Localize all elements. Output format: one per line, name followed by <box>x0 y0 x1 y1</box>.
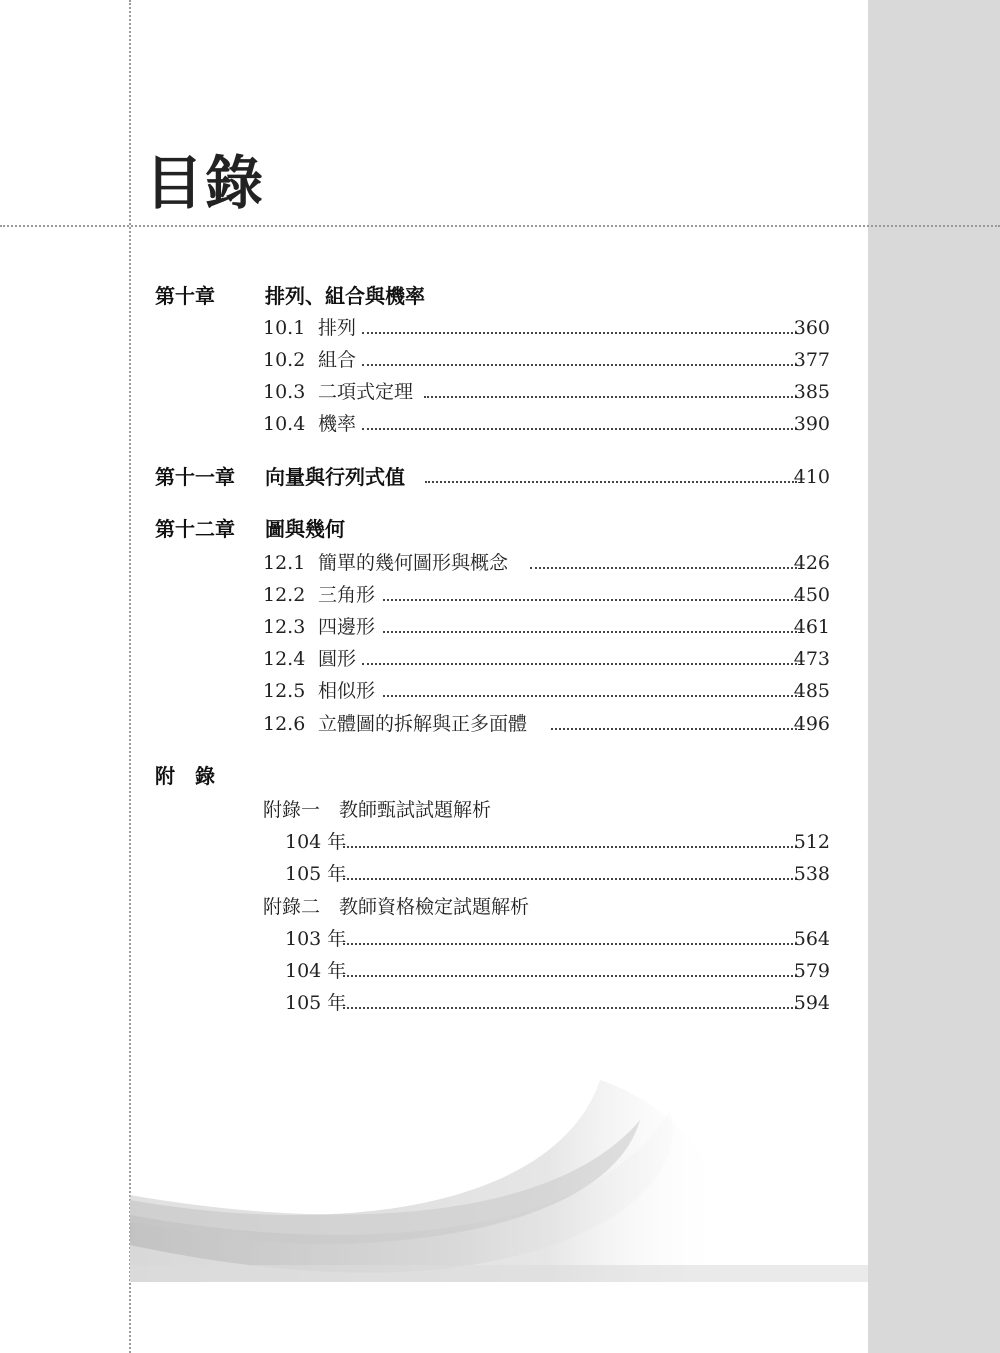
chapter-row[interactable] <box>0 281 1000 311</box>
section-title: 簡單的幾何圖形與概念 <box>318 552 509 574</box>
exam-year: 105 年 <box>285 863 347 885</box>
section-number: 10.1 <box>263 317 306 339</box>
section-title: 二項式定理 <box>318 381 414 403</box>
toc-entry[interactable] <box>0 644 1000 674</box>
chapter-row[interactable] <box>0 462 1000 492</box>
page-number: 496 <box>793 713 830 735</box>
dot-leader <box>551 728 797 730</box>
toc-entry[interactable] <box>0 676 1000 706</box>
dot-leader <box>362 663 797 665</box>
toc-entry[interactable] <box>0 377 1000 407</box>
section-title: 相似形 <box>318 680 376 702</box>
toc-entry[interactable] <box>0 924 1000 954</box>
section-title: 機率 <box>318 413 357 435</box>
section-number: 12.2 <box>263 584 306 606</box>
page-number: 360 <box>793 317 830 339</box>
dot-leader <box>530 567 797 569</box>
toc-entry[interactable] <box>0 409 1000 439</box>
dot-leader <box>343 975 797 977</box>
page-number: 473 <box>793 648 830 670</box>
dot-leader <box>383 599 797 601</box>
exam-year: 105 年 <box>285 992 347 1014</box>
page-number: 426 <box>793 552 830 574</box>
section-number: 10.2 <box>263 349 306 371</box>
page-number: 385 <box>793 381 830 403</box>
toc-entry[interactable] <box>0 709 1000 739</box>
chapter-title: 圖與幾何 <box>265 517 345 541</box>
section-number: 12.3 <box>263 616 306 638</box>
dot-leader <box>383 631 797 633</box>
appendix-part-title: 附錄二 教師資格檢定試題解析 <box>263 896 530 918</box>
chapter-title: 排列、組合與機率 <box>265 284 425 308</box>
dot-leader <box>343 846 797 848</box>
section-number: 12.5 <box>263 680 306 702</box>
page-number: 538 <box>793 863 830 885</box>
page-number: 390 <box>793 413 830 435</box>
dot-leader <box>425 481 797 483</box>
toc-entry[interactable] <box>0 345 1000 375</box>
section-title: 圓形 <box>318 648 357 670</box>
page-number: 377 <box>793 349 830 371</box>
page-number: 564 <box>793 928 830 950</box>
section-number: 10.3 <box>263 381 306 403</box>
dot-leader <box>343 1007 797 1009</box>
toc-entry[interactable] <box>0 580 1000 610</box>
appendix-label: 附 錄 <box>155 764 215 788</box>
toc-entry[interactable] <box>0 988 1000 1018</box>
dot-leader <box>343 878 797 880</box>
toc-entry[interactable] <box>0 827 1000 857</box>
appendix-part-title: 附錄一 教師甄試試題解析 <box>263 799 492 821</box>
section-number: 12.6 <box>263 713 306 735</box>
exam-year: 104 年 <box>285 831 347 853</box>
dot-leader <box>362 332 797 334</box>
page-number: 450 <box>793 584 830 606</box>
dot-leader <box>362 428 797 430</box>
chapter-label: 第十一章 <box>155 465 235 489</box>
page-number: 485 <box>793 680 830 702</box>
toc-entry[interactable] <box>0 612 1000 642</box>
page-number: 512 <box>793 831 830 853</box>
toc-entry[interactable] <box>0 313 1000 343</box>
section-title: 立體圖的拆解與正多面體 <box>318 713 528 735</box>
dot-leader <box>383 695 797 697</box>
exam-year: 104 年 <box>285 960 347 982</box>
appendix-part-row[interactable] <box>0 795 1000 825</box>
toc-entry[interactable] <box>0 548 1000 578</box>
section-title: 排列 <box>318 317 357 339</box>
exam-year: 103 年 <box>285 928 347 950</box>
chapter-label: 第十章 <box>155 284 215 308</box>
toc-entry[interactable] <box>0 956 1000 986</box>
page-number: 461 <box>793 616 830 638</box>
chapter-row[interactable] <box>0 514 1000 544</box>
page-number: 594 <box>793 992 830 1014</box>
section-title: 四邊形 <box>318 616 376 638</box>
dot-leader <box>424 396 797 398</box>
page-number: 579 <box>793 960 830 982</box>
page-number: 410 <box>793 466 830 488</box>
page-title: 目錄 <box>145 149 266 217</box>
dot-leader <box>362 364 797 366</box>
section-number: 12.4 <box>263 648 306 670</box>
appendix-part-row[interactable] <box>0 892 1000 922</box>
chapter-title: 向量與行列式值 <box>265 465 405 489</box>
toc-entry[interactable] <box>0 859 1000 889</box>
appendix-row[interactable] <box>0 761 1000 791</box>
section-title: 組合 <box>318 349 357 371</box>
chapter-label: 第十二章 <box>155 517 235 541</box>
section-number: 10.4 <box>263 413 306 435</box>
section-number: 12.1 <box>263 552 306 574</box>
dot-leader <box>343 943 797 945</box>
section-title: 三角形 <box>318 584 376 606</box>
